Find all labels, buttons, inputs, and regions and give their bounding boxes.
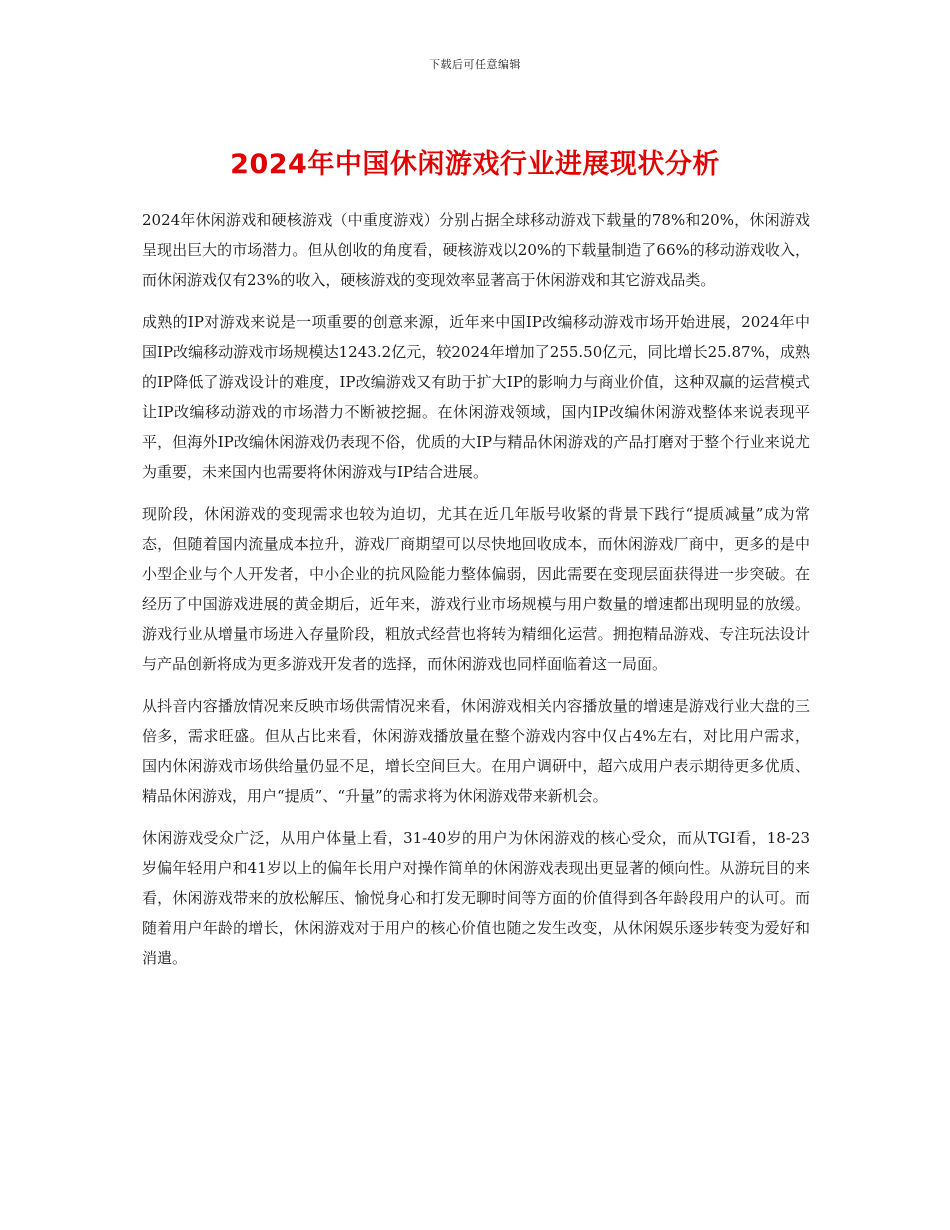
paragraph-4: 从抖音内容播放情况来反映市场供需情况来看，休闲游戏相关内容播放量的增速是游戏行业大盘的三倍多，需求旺盛。但从占比来看，休闲游戏播放量在整个游戏内容中仅占4%左右，对比用户需求，国内休闲游戏市场供给量仍显不足，增长空间巨大。在用户调研中，超六成用户表示期待更多优质、精品休闲游戏，用户“提质”、“升量”的需求将为休闲游戏带来新机会。 xyxy=(142,697,810,805)
paragraph-1: 2024年休闲游戏和硬核游戏（中重度游戏）分别占据全球移动游戏下载量的78%和20%，休闲游戏呈现出巨大的市场潜力。但从创收的角度看，硬核游戏以20%的下载量制造了66%的移动游戏收入，而休闲游戏仅有23%的收入，硬核游戏的变现效率显著高于休闲游戏和其它游戏品类。 xyxy=(142,211,810,289)
paragraph-3: 现阶段，休闲游戏的变现需求也较为迫切，尤其在近几年版号收紧的背景下践行“提质减量”成为常态，但随着国内流量成本拉升，游戏厂商期望可以尽快地回收成本，而休闲游戏厂商中，更多的是中小型企业与个人开发者，中小企业的抗风险能力整体偏弱，因此需要在变现层面获得进一步突破。在经历了中国游戏进展的黄金期后，近年来，游戏行业市场规模与用户数量的增速都出现明显的放缓。游戏行业从增量市场进入存量阶段，粗放式经营也将转为精细化运营。拥抱精品游戏、专注玩法设计与产品创新将成为更多游戏开发者的选择，而休闲游戏也同样面临着这一局面。 xyxy=(142,505,810,673)
header-note: 下载后可任意编辑 xyxy=(429,58,521,71)
document-body xyxy=(142,205,810,985)
paragraph-5: 休闲游戏受众广泛，从用户体量上看，31-40岁的用户为休闲游戏的核心受众，而从TGI看，18-23岁偏年轻用户和41岁以上的偏年长用户对操作简单的休闲游戏表现出更显著的倾向性。从游玩目的来看，休闲游戏带来的放松解压、愉悦身心和打发无聊时间等方面的价值得到各年龄段用户的认可。而随着用户年龄的增长，休闲游戏对于用户的核心价值也随之发生改变，从休闲娱乐逐步转变为爱好和消遣。 xyxy=(142,829,810,967)
paragraph-2: 成熟的IP对游戏来说是一项重要的创意来源，近年来中国IP改编移动游戏市场开始进展，2024年中国IP改编移动游戏市场规模达1243.2亿元，较2024年增加了255.50亿元，同比增长25.87%，成熟的IP降低了游戏设计的难度，IP改编游戏又有助于扩大IP的影响力与商业价值，这种双赢的运营模式让IP改编移动游戏的市场潜力不断被挖掘。在休闲游戏领域，国内IP改编休闲游戏整体来说表现平平，但海外IP改编休闲游戏仍表现不俗，优质的大IP与精品休闲游戏的产品打磨对于整个行业来说尤为重要，未来国内也需要将休闲游戏与IP结合进展。 xyxy=(142,313,810,481)
document-title: 2024年中国休闲游戏行业进展现状分析 xyxy=(230,149,720,180)
